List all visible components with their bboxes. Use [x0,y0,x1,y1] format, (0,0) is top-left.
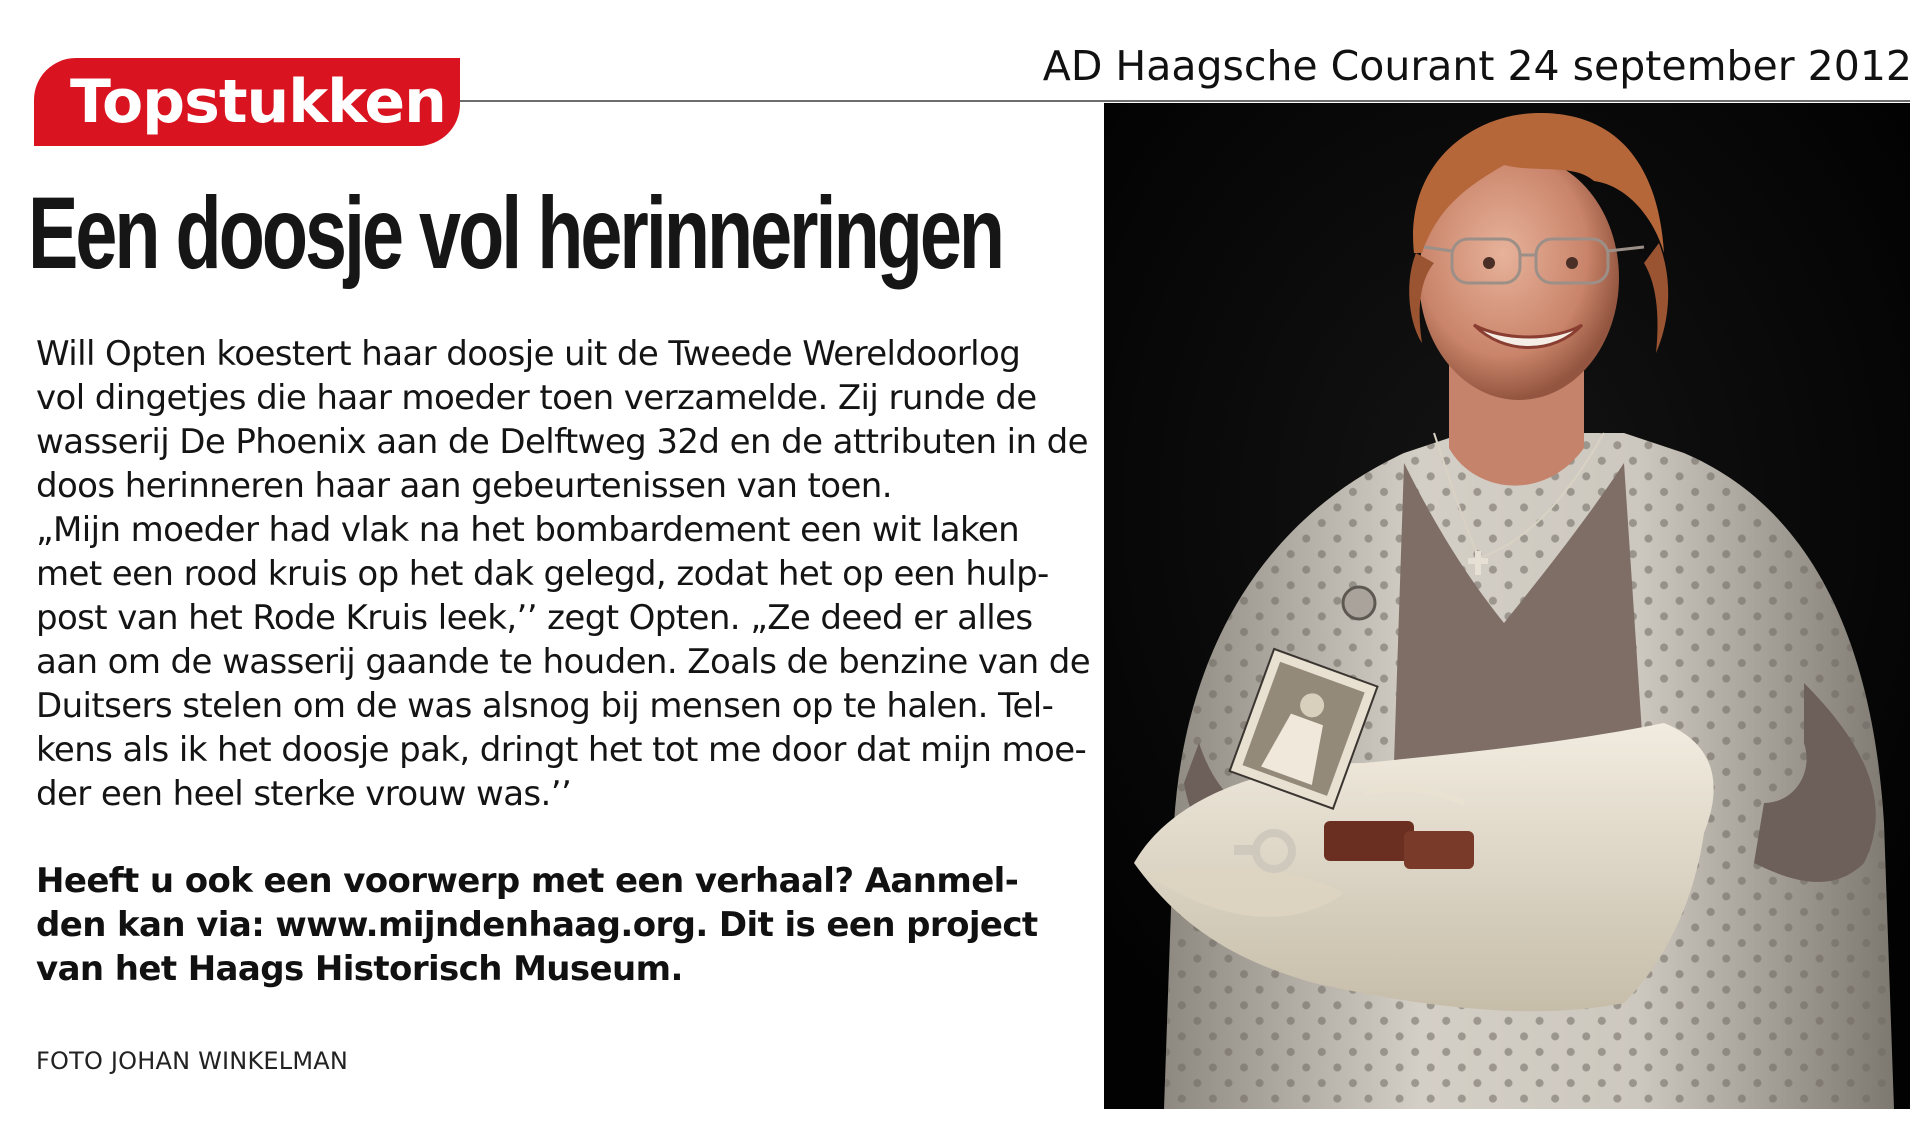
body-line: post van het Rode Kruis leek,’’ zegt Opten. „Ze deed er alles [36,598,1033,638]
portrait-photo [1104,103,1910,1109]
body-line: „Mijn moeder had vlak na het bombardement een wit laken [36,510,1020,550]
body-line: kens als ik het doosje pak, dringt het tot me door dat mijn moe- [36,730,1087,770]
body-line: vol dingetjes die haar moeder toen verzamelde. Zij runde de [36,378,1037,418]
cta-line: den kan via: www.mijndenhaag.org. Dit is een project [36,905,1038,945]
section-label: Topstukken [34,58,460,146]
body-line: doos herinneren haar aan gebeurtenissen van toen. [36,466,892,506]
portrait-illustration [1104,103,1910,1109]
body-line: Will Opten koestert haar doosje uit de Tweede Wereldoorlog [36,334,1021,374]
article-headline: Een doosje vol herinneringen [28,176,1003,290]
body-line: wasserij De Phoenix aan de Delftweg 32d en de attributen in de [36,422,1088,462]
section-rule [450,100,1910,102]
article-body [36,332,1091,816]
body-line: aan om de wasserij gaande te houden. Zoals de benzine van de [36,642,1091,682]
body-line: Duitsers stelen om de was alsnog bij mensen op te halen. Tel- [36,686,1054,726]
button-icon [1343,587,1375,619]
photo-credit: FOTO JOHAN WINKELMAN [36,1047,349,1075]
body-line: der een heel sterke vrouw was.’’ [36,774,572,814]
leather-case [1324,821,1414,861]
publication-dateline: AD Haagsche Courant 24 september 2012 [1042,42,1912,90]
cta-line: Heeft u ook een voorwerp met een verhaal? Aanmel- [36,861,1019,901]
call-to-action [36,859,1066,991]
cta-line: van het Haags Historisch Museum. [36,949,683,989]
body-line: met een rood kruis op het dak gelegd, zodat het op een hulp- [36,554,1049,594]
